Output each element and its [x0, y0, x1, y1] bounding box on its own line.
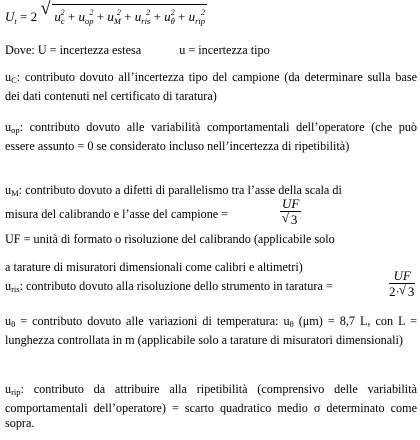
definition-um-line2: misura del calibrando e l’asse del campione =	[5, 207, 229, 221]
formula-term: + $u_{op}^2$	[67, 8, 94, 26]
definition-uc: uC: contributo dovuto all’incertezza tipo del campione (da determinare sulla base dei dati contenuti nel certificato di taratura)	[5, 70, 417, 103]
definition-um-line1: uM: contributo dovuto a difetti di parallelismo tra l’asse della scala di	[5, 183, 342, 198]
formula-term: + $u_\theta^2$	[153, 8, 175, 26]
formula-radical: √ $u_c^2 + u_{op}^2 + u_M^2 + u_{ris}^2 + u_\theta^2 + u_{rip}^2$	[42, 4, 207, 30]
formula-radicand	[52, 4, 207, 30]
uncertainty-formula	[5, 0, 207, 30]
definition-uf-line1: UF = unità di formato o risoluzione del calibrando (applicabile solo	[5, 232, 335, 246]
definition-urip: urip: contributo da attribuire alla ripetibilità (comprensivo delle variabilità comportamentali dell’operatore) = scarto quadratico medio σ determinato come sopra.	[5, 382, 417, 430]
definition-uop: uop: contributo dovuto alle variabilità comportamentali dell’operatore (che può essere assunto = 0 se considerato incluso nell’incertezza di ripetibilità)	[5, 120, 417, 153]
legend-extended: Dove: U = incertezza estesa	[5, 43, 142, 57]
definition-utheta: uθ = contributo dovuto alle variazioni di temperatura: uθ (μm) = 8,7 L, con L = lunghezza controllata in m (applicabile solo a tarature di misuratori dimensionali)	[5, 314, 417, 347]
formula-lhs-sub: t	[14, 16, 17, 26]
formula-term: + $u_{ris}^2$	[124, 8, 151, 26]
formula-term: + $u_M^2$	[96, 8, 121, 26]
legend-line	[5, 43, 417, 59]
uris-fraction: UF 2· √ 3	[389, 268, 415, 299]
definition-uris: uris: contributo dovuto alla risoluzione dello strumento in taratura =	[5, 279, 333, 294]
formula-term: + $u_{rip}^2$	[178, 8, 206, 26]
formula-eq: = 2	[16, 9, 38, 24]
definition-uf-line2: a tarature di misuratori dimensionali come calibri e altimetri)	[5, 260, 303, 274]
um-fraction: UF √ 3	[281, 196, 300, 227]
legend-standard: u = incertezza tipo	[179, 43, 270, 57]
formula-lhs: U	[5, 9, 15, 24]
formula-term: $u_c^2$	[54, 8, 65, 26]
